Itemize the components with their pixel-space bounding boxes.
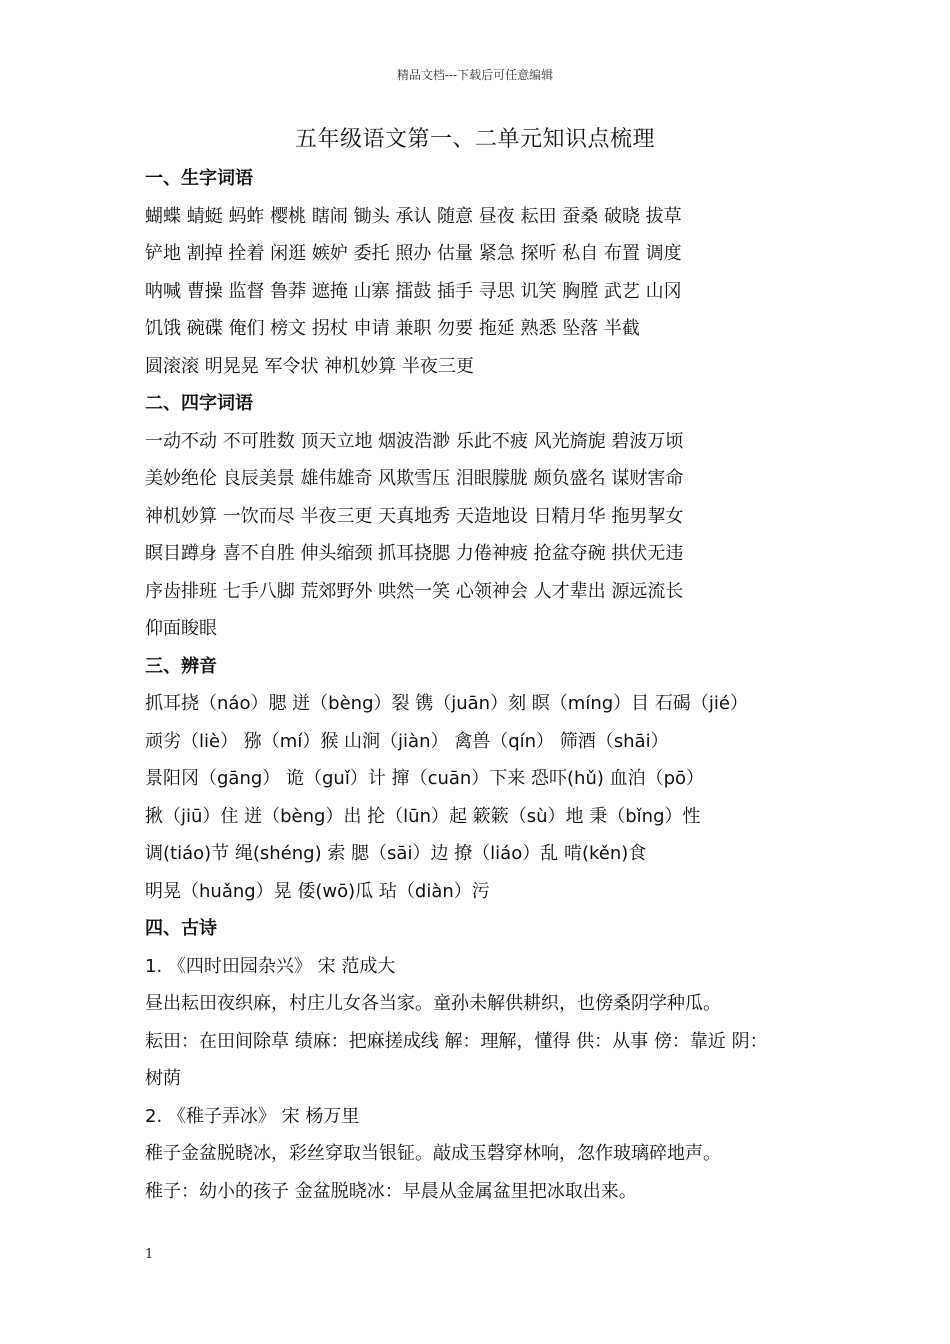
content-line: 美妙绝伦 良辰美景 雄伟雄奇 风欺雪压 泪眼朦胧 颇负盛名 谋财害命 <box>145 468 684 489</box>
content-line: 仰面睃眼 <box>145 618 217 639</box>
poem-text: 昼出耘田夜织麻，村庄儿女各当家。童孙未解供耕织，也傍桑阴学种瓜。 <box>145 993 721 1014</box>
content-line: 明晃（huǎng）晃 倭(wō)瓜 玷（diàn）污 <box>145 880 490 902</box>
poem-title: 2. 《稚子弄冰》 宋 杨万里 <box>145 1105 360 1127</box>
poem-text: 稚子金盆脱晓冰，彩丝穿取当银钲。敲成玉磬穿林响，忽作玻璃碎地声。 <box>145 1143 721 1164</box>
content-line: 圆滚滚 明晃晃 军令状 神机妙算 半夜三更 <box>145 355 474 377</box>
content-line: 神机妙算 一饮而尽 半夜三更 天真地秀 天造地设 日精月华 拖男挈女 <box>145 505 684 527</box>
document-title: 五年级语文第一、二单元知识点梳理 <box>294 127 655 152</box>
content-line: 呐喊 曹操 监督 鲁莽 遮掩 山寨 擂鼓 插手 寻思 讥笑 胸膛 武艺 山冈 <box>145 280 682 302</box>
poem-notes: 稚子：幼小的孩子 金盆脱晓冰：早晨从金属盆里把冰取出来。 <box>145 1180 637 1202</box>
content-line: 铲地 割掉 拴着 闲逛 嫉妒 委托 照办 估量 紧急 探听 私自 布置 调度 <box>145 243 682 264</box>
section-heading-vocab: 一、生字词语 <box>145 168 253 189</box>
content-line: 顽劣（liè） 猕（mí）猴 山涧（jiàn） 禽兽（qín） 筛酒（shāi） <box>145 730 669 752</box>
content-line: 揪（jiū）住 迸（bèng）出 抡（lūn）起 簌簌（sù）地 秉（bǐng）性 <box>145 805 701 827</box>
poem-notes: 耘田：在田间除草 绩麻：把麻搓成线 解：理解，懂得 供：从事 傍：靠近 阴： <box>145 1030 768 1052</box>
content-line: 调(tiáo)节 绳(shéng) 索 腮（sāi）边 撩（liáo）乱 啃(kěn)食 <box>145 843 647 864</box>
section-heading-poems: 四、古诗 <box>145 918 217 939</box>
poem-notes: 树荫 <box>145 1068 181 1089</box>
page-header: 精品文档---下载后可任意编辑 <box>396 68 554 82</box>
content-line: 蝴蝶 蜻蜓 蚂蚱 樱桃 瞎闹 锄头 承认 随意 昼夜 耘田 蚕桑 破晓 拔草 <box>145 205 682 227</box>
content-line: 景阳冈（gāng） 诡（guǐ）计 撺（cuān）下来 恐吓(hǔ) 血泊（pō） <box>145 768 705 789</box>
content-line: 饥饿 碗碟 俺们 榜文 拐杖 申请 兼职 勿要 拖延 熟悉 坠落 半截 <box>145 318 640 339</box>
document-body <box>145 160 835 1210</box>
content-line: 抓耳挠（náo）腮 迸（bèng）裂 镌（juān）刻 瞑（míng）目 石碣（jié） <box>145 693 748 714</box>
content-line: 瞑目蹲身 喜不自胜 伸头缩颈 抓耳挠腮 力倦神疲 抢盆夺碗 拱伏无违 <box>145 543 684 564</box>
poem-title: 1. 《四时田园杂兴》 宋 范成大 <box>145 955 396 977</box>
content-line: 序齿排班 七手八脚 荒郊野外 哄然一笑 心领神会 人才辈出 源远流长 <box>145 580 684 602</box>
content-line: 一动不动 不可胜数 顶天立地 烟波浩渺 乐此不疲 风光旖旎 碧波万顷 <box>145 430 684 452</box>
section-heading-idioms: 二、四字词语 <box>145 393 253 414</box>
section-heading-pronunciation: 三、辨音 <box>145 655 217 677</box>
page-number: 1 <box>145 1247 154 1262</box>
